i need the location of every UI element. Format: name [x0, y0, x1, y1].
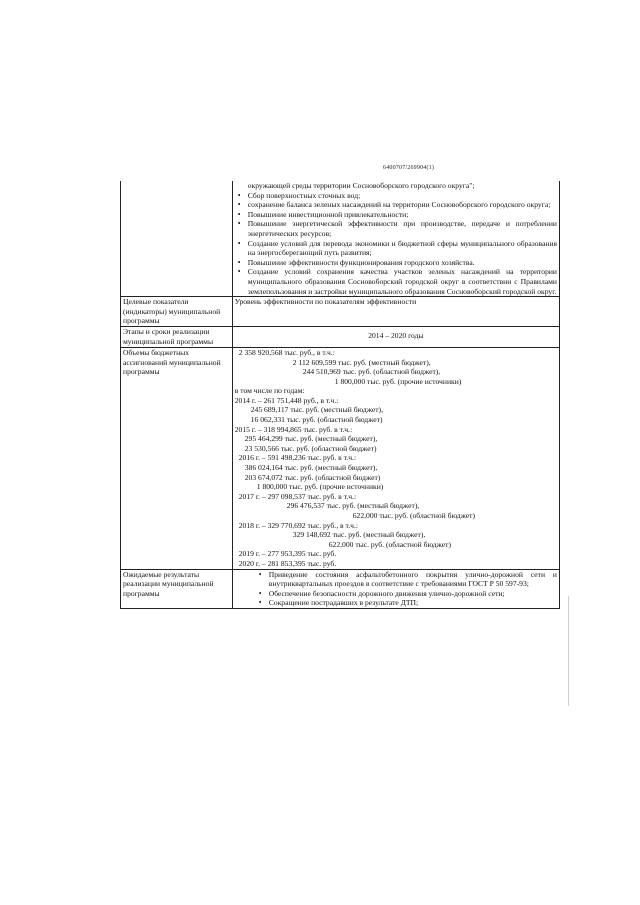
table-row-objectives [121, 181, 560, 297]
list-item: • Создание условий для перевода экономики и бюджетной сферы муниципального образования на энергосберегающий путь развития; [248, 239, 557, 258]
table-row-results [121, 569, 560, 608]
objectives-content-cell [232, 181, 559, 297]
budget-label: Объемы бюджетных ассигнований муниципальной программы [121, 347, 233, 569]
budget-value [232, 347, 559, 569]
budget-line: 1 800,000 тыс. руб. (прочие источники) [334, 376, 462, 386]
list-item: • Сокращение пострадавших в результате ДТП; [269, 598, 557, 608]
results-label: Ожидаемые результаты реализации муниципальной программы [121, 569, 233, 608]
budget-line: 2019 г. – 277 953,395 тыс. руб. [238, 549, 337, 559]
budget-line: 2015 г. – 318 994,865 тыс. руб. в т.ч.: [234, 424, 353, 434]
budget-line: 622,000 тыс. руб. (областной бюджет) [352, 511, 476, 520]
objectives-label-cell [121, 181, 233, 297]
budget-line: в том числе по годам: [234, 386, 305, 396]
table-row-indicators [121, 297, 560, 327]
list-item: • Создание условий сохранения качества участков зеленых насаждений на территории муниципального образования Сосновоборский городской округ в соответствии с Правилами землепользования и застройки муниципального образования Сосновоборский городской округ. [248, 267, 557, 296]
indicators-value: Уровень эффективности по показателям эффективности [232, 297, 559, 327]
budget-line: 295 464,299 тыс. руб. (местный бюджет), [244, 434, 378, 444]
list-item: • сохранение баланса зеленых насаждений на территории Сосновоборского городского округа; [248, 200, 557, 210]
list-item: • Сбор поверхностных сточных вод; [248, 191, 557, 201]
program-passport-table [120, 181, 560, 609]
budget-line: 2020 г. – 281 853,395 тыс. руб. [238, 558, 337, 568]
budget-line: 386 024,164 тыс. руб. (местный бюджет), [244, 463, 378, 473]
budget-line: 2 112 609,599 тыс. руб. (местный бюджет), [292, 357, 431, 367]
budget-line: 622,000 тыс. руб. (областной бюджет) [328, 539, 452, 549]
budget-line: 203 674,072 тыс. руб. (областной бюджет) [244, 472, 381, 482]
continued-text: окружающей среды территории Сосновоборского городского округа"; [247, 181, 475, 190]
budget-line: 2014 г. – 261 751,448 руб., в т.ч.: [234, 395, 339, 405]
indicators-label: Целевые показатели (индикаторы) муниципальной программы [121, 297, 233, 327]
budget-line: 329 148,692 тыс. руб. (местный бюджет), [292, 530, 426, 540]
budget-line: 2017 г. – 297 098,537 тыс. руб. в т.ч.: [238, 491, 357, 501]
scan-margin-line [568, 596, 569, 706]
list-item: • Повышение инвестиционной привлекательности; [248, 210, 557, 220]
table-row-stages [121, 326, 560, 347]
budget-line: 23 530,566 тыс. руб. (областной бюджет) [244, 443, 377, 453]
budget-line: 2016 г. – 591 498,236 тыс. руб. в т.ч.: [238, 453, 357, 463]
document-id: 6400707/269904(1) [383, 165, 435, 171]
budget-line: 16 062,331 тыс. руб. (областной бюджет) [250, 415, 383, 425]
list-item: • Обеспечение безопасности дорожного движения улично-дорожной сети; [269, 589, 557, 599]
stages-label: Этапы и сроки реализации муниципальной программы [121, 326, 233, 347]
budget-line: 2018 г. – 329 770,692 тыс. руб., в т.ч.: [238, 520, 358, 530]
results-value [232, 569, 559, 608]
budget-line: 1 800,000 тыс. руб. (прочие источники) [256, 482, 384, 492]
list-item: • Приведение состояния асфальтобетонного покрытия улично-дорожной сети и внутриквартальных проездов в соответствие с требованиями ГОСТ Р 50 597-93; [269, 570, 557, 589]
budget-line: 296 476,537 тыс. руб. (местный бюджет), [286, 501, 420, 511]
results-list [235, 570, 557, 608]
table-row-budget [121, 347, 560, 569]
budget-line: 244 510,969 тыс. руб. (областной бюджет), [302, 367, 441, 377]
list-item: • Повышение эффективности функционирования городского хозяйства. [248, 258, 557, 268]
objectives-list [235, 191, 557, 297]
budget-line: 2 358 920,568 тыс. руб., в т.ч.: [238, 347, 335, 357]
stages-value: 2014 – 2020 годы [232, 326, 559, 347]
list-item: • Повышение энергетической эффективности при производстве, передаче и потреблении энергетических ресурсов; [248, 219, 557, 238]
budget-line: 245 689,117 тыс. руб. (местный бюджет), [250, 405, 383, 415]
